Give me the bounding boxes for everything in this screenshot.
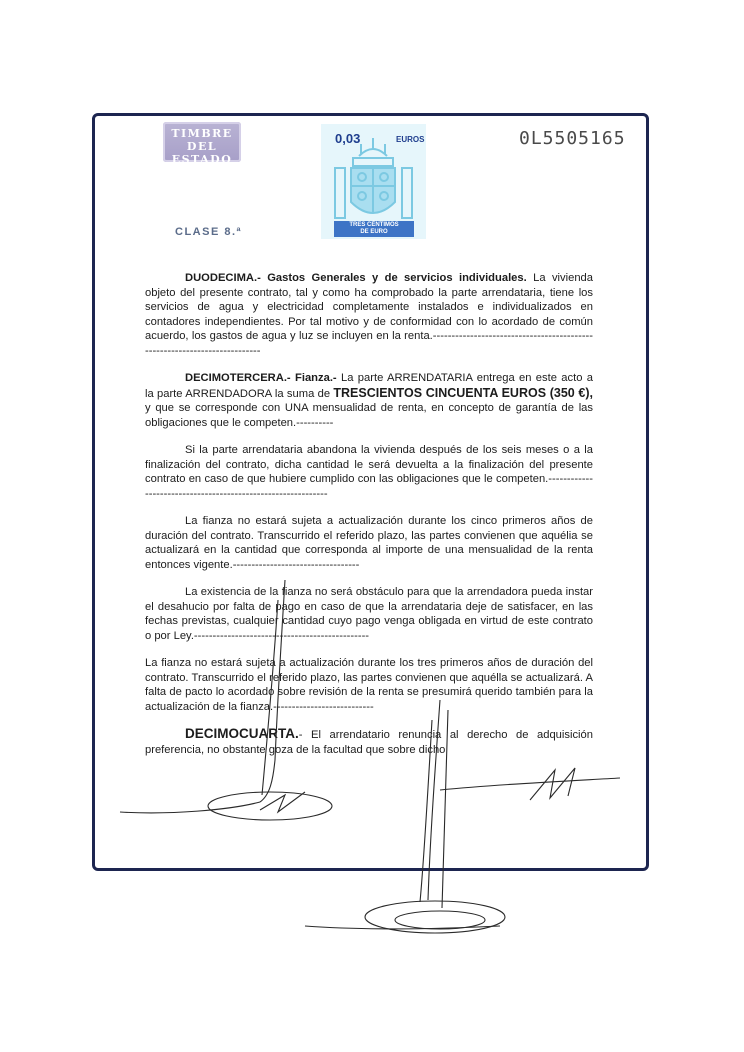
stamp-class-label: CLASE 8.ª bbox=[175, 226, 243, 238]
clause-duodecima bbox=[145, 271, 593, 358]
clause-decimotercera-heading: DECIMOTERCERA.- Fianza.- bbox=[185, 372, 337, 384]
clause-paragraph-desahucio-text: La existencia de la fianza no será obstáculo para que la arrendadora pueda instar el desahucio por falta de pago en caso de que la arrendataria deje de satisfacer, en las fechas previstas, cualquier cantidad cuyo pago venga obligada en virtud de este contrato o por Ley.----------------------------------------------- bbox=[145, 586, 593, 642]
clause-paragraph-fianza-tres-anos-text: La fianza no estará sujeta a actualización durante los tres primeros años de duración del contrato. Transcurrido el referido plazo, las partes convienen que aquélla se actualizará. A falta de pacto lo acordado sobre revisión de la renta se presumirá querido también para la actualización de la fianza.--------------------------- bbox=[145, 657, 593, 713]
clause-decimotercera-text-b: y que se corresponde con UNA mensualidad de renta, en concepto de garantía de las obligaciones que le competen.---------- bbox=[145, 402, 593, 429]
clause-decimocuarta-heading: DECIMOCUARTA. bbox=[185, 726, 299, 741]
deposit-amount: TRESCIENTOS CINCUENTA EUROS (350 €), bbox=[333, 385, 593, 400]
stamp-value-band bbox=[334, 221, 414, 237]
clause-paragraph-devolucion-text: Si la parte arrendataria abandona la vivienda después de los seis meses o a la finalización del contrato, dicha cantidad le será devuelta a la finalización del presente contrato en caso de que hubiere cumplido con las obligaciones que le competen.------------------------------------------------------------- bbox=[145, 444, 593, 500]
stamp-seal-bottom-text: DEL ESTADO bbox=[171, 140, 233, 166]
stamp-serial-number: 0L5505165 bbox=[519, 128, 626, 149]
clause-paragraph-fianza-tres-anos bbox=[145, 656, 593, 714]
clause-decimocuarta bbox=[145, 727, 593, 757]
clause-duodecima-heading: DUODECIMA.- Gastos Generales y de servicios individuales. bbox=[185, 272, 527, 284]
clause-paragraph-desahucio bbox=[145, 585, 593, 643]
clause-paragraph-actualizacion-text: La fianza no estará sujeta a actualización durante los cinco primeros años de duración del contrato. Transcurrido el referido plazo, las partes convienen que aquélia se actualizará en la cantidad que corresponda al importe de una mensualidad de la renta entonces vigente.---------------------------------- bbox=[145, 515, 593, 571]
tax-stamp-seal bbox=[163, 122, 241, 166]
contract-text bbox=[145, 271, 593, 757]
stamp-seal-top-text: TIMBRE bbox=[171, 127, 233, 140]
stamp-band-line2: DE EURO bbox=[360, 229, 388, 235]
stamp-price: 0,03 bbox=[335, 131, 361, 146]
clause-decimocuarta-text: - El arrendatario renuncia al derecho de adquisición preferencia, no obstante goza de la facultad que sobre dicho bbox=[145, 729, 593, 756]
clause-duodecima-text: La vivienda objeto del presente contrato, tal y como ha comprobado la parte arrendataria, tiene los servicios de agua y electricidad completamente instalados e individualizados en contadores independientes. Por tal motivo y de conformidad con lo acordado de común acuerdo, los gastos de agua y luz se incluyen en la renta.-------------------------------------------------------------------------- bbox=[145, 272, 593, 357]
clause-decimotercera-text-a: La parte ARRENDATARIA entrega en este acto a la parte ARRENDADORA la suma de bbox=[145, 372, 593, 400]
clause-paragraph-devolucion bbox=[145, 443, 593, 501]
stamp-currency: EUROS bbox=[396, 135, 425, 144]
clause-paragraph-actualizacion bbox=[145, 514, 593, 572]
stamp-band-line1: TRES CÉNTIMOS bbox=[349, 222, 399, 228]
clause-decimotercera bbox=[145, 371, 593, 430]
